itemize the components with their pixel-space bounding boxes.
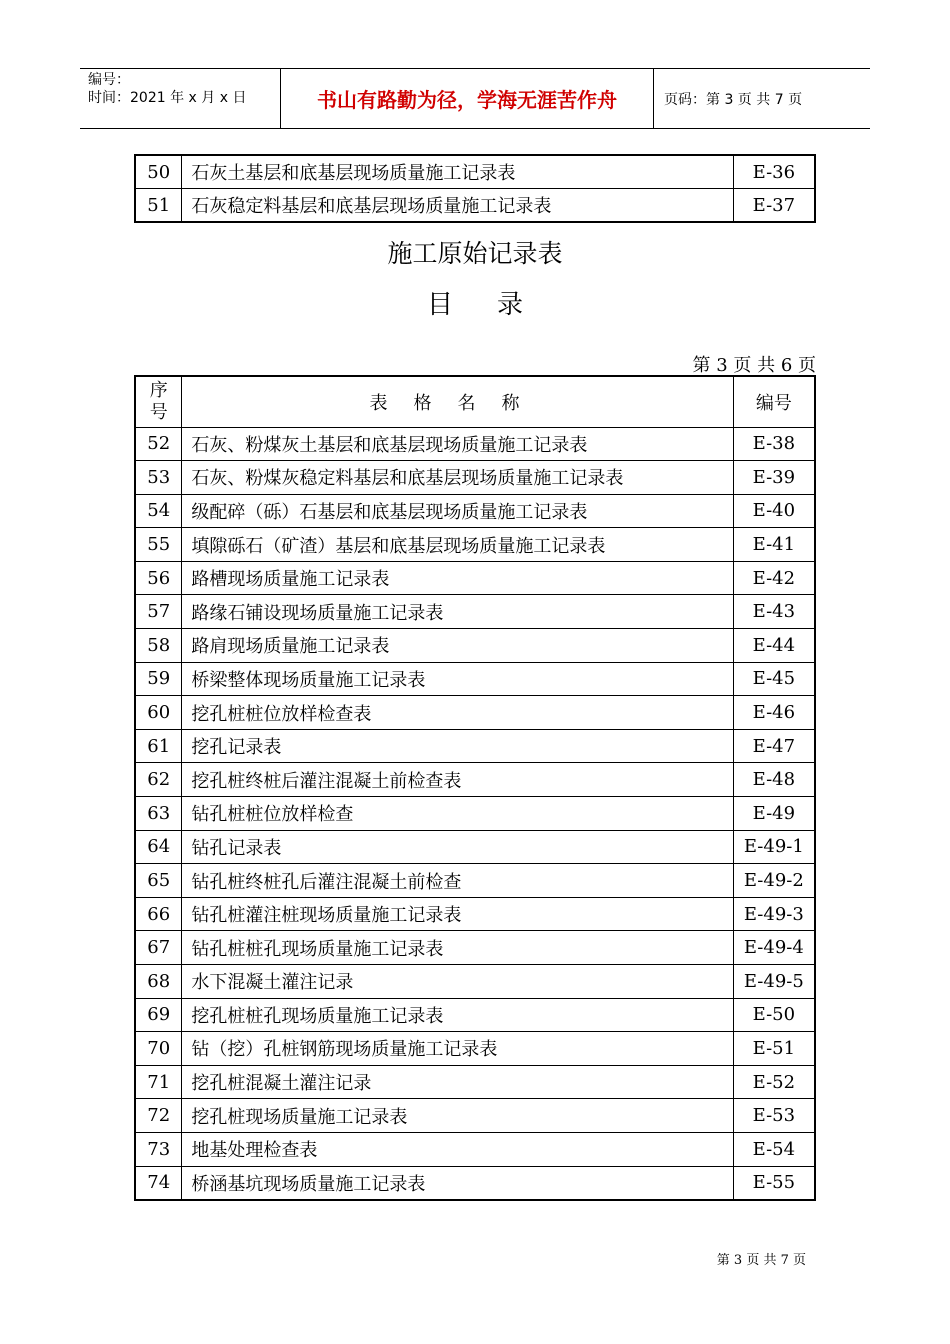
table-row bbox=[135, 155, 815, 189]
row-number: 58 bbox=[135, 629, 182, 663]
row-name: 路槽现场质量施工记录表 bbox=[182, 561, 733, 595]
row-code: E-44 bbox=[733, 629, 815, 663]
row-name: 挖孔桩桩孔现场质量施工记录表 bbox=[182, 998, 733, 1032]
row-name: 钻（挖）孔桩钢筋现场质量施工记录表 bbox=[182, 1032, 733, 1066]
row-number: 69 bbox=[135, 998, 182, 1032]
row-number: 68 bbox=[135, 965, 182, 999]
row-code: E-41 bbox=[733, 528, 815, 562]
row-code: E-49-2 bbox=[733, 864, 815, 898]
table-row bbox=[135, 427, 815, 461]
table-row bbox=[135, 931, 815, 965]
row-number: 56 bbox=[135, 561, 182, 595]
row-name: 钻孔桩桩位放样检查 bbox=[182, 797, 733, 831]
top-toc-table bbox=[134, 154, 816, 223]
row-number: 70 bbox=[135, 1032, 182, 1066]
table-row bbox=[135, 729, 815, 763]
row-code: E-45 bbox=[733, 662, 815, 696]
row-number: 66 bbox=[135, 897, 182, 931]
table-row bbox=[135, 1132, 815, 1166]
row-number: 67 bbox=[135, 931, 182, 965]
row-code: E-48 bbox=[733, 763, 815, 797]
header-number-label: 编号： bbox=[88, 72, 130, 88]
table-row bbox=[135, 965, 815, 999]
table-row bbox=[135, 561, 815, 595]
row-name: 石灰、粉煤灰稳定料基层和底基层现场质量施工记录表 bbox=[182, 461, 733, 495]
row-code: E-49-4 bbox=[733, 931, 815, 965]
row-name: 路肩现场质量施工记录表 bbox=[182, 629, 733, 663]
row-number: 71 bbox=[135, 1065, 182, 1099]
table-row bbox=[135, 864, 815, 898]
header-meta bbox=[80, 69, 281, 128]
row-number: 51 bbox=[135, 189, 182, 223]
row-code: E-38 bbox=[733, 427, 815, 461]
row-code: E-49-1 bbox=[733, 830, 815, 864]
table-row bbox=[135, 1166, 815, 1200]
row-name: 挖孔桩桩位放样检查表 bbox=[182, 696, 733, 730]
row-number: 59 bbox=[135, 662, 182, 696]
row-name: 钻孔桩灌注桩现场质量施工记录表 bbox=[182, 897, 733, 931]
row-code: E-49 bbox=[733, 797, 815, 831]
row-number: 60 bbox=[135, 696, 182, 730]
header-name: 表格名称 bbox=[182, 376, 733, 427]
table-row bbox=[135, 595, 815, 629]
table-row bbox=[135, 528, 815, 562]
row-number: 54 bbox=[135, 494, 182, 528]
row-name: 级配碎（砾）石基层和底基层现场质量施工记录表 bbox=[182, 494, 733, 528]
header-code: 编号 bbox=[733, 376, 815, 427]
document-subtitle: 目录 bbox=[426, 290, 567, 320]
table-page-indicator: 第 3 页 共 6 页 bbox=[692, 355, 816, 376]
row-name: 挖孔桩终桩后灌注混凝土前检查表 bbox=[182, 763, 733, 797]
table-row bbox=[135, 1032, 815, 1066]
row-number: 65 bbox=[135, 864, 182, 898]
row-code: E-39 bbox=[733, 461, 815, 495]
header-motto: 书山有路勤为径，学海无涯苦作舟 bbox=[281, 69, 654, 128]
row-name: 填隙砾石（矿渣）基层和底基层现场质量施工记录表 bbox=[182, 528, 733, 562]
row-name: 钻孔桩桩孔现场质量施工记录表 bbox=[182, 931, 733, 965]
row-number: 64 bbox=[135, 830, 182, 864]
row-code: E-49-3 bbox=[733, 897, 815, 931]
page-header bbox=[80, 68, 870, 129]
table-row bbox=[135, 461, 815, 495]
table-row bbox=[135, 662, 815, 696]
table-row bbox=[135, 897, 815, 931]
row-code: E-49-5 bbox=[733, 965, 815, 999]
row-number: 72 bbox=[135, 1099, 182, 1133]
row-number: 55 bbox=[135, 528, 182, 562]
table-row bbox=[135, 763, 815, 797]
table-row bbox=[135, 696, 815, 730]
row-code: E-46 bbox=[733, 696, 815, 730]
document-title: 施工原始记录表 bbox=[387, 239, 563, 268]
row-name: 桥涵基坑现场质量施工记录表 bbox=[182, 1166, 733, 1200]
row-name: 路缘石铺设现场质量施工记录表 bbox=[182, 595, 733, 629]
row-number: 57 bbox=[135, 595, 182, 629]
row-name: 石灰稳定料基层和底基层现场质量施工记录表 bbox=[182, 189, 733, 223]
table-row bbox=[135, 1065, 815, 1099]
row-number: 52 bbox=[135, 427, 182, 461]
row-code: E-37 bbox=[733, 189, 815, 223]
row-name: 挖孔记录表 bbox=[182, 729, 733, 763]
table-row bbox=[135, 830, 815, 864]
row-code: E-42 bbox=[733, 561, 815, 595]
page-footer: 第 3 页 共 7 页 bbox=[716, 1253, 806, 1268]
row-code: E-54 bbox=[733, 1132, 815, 1166]
row-code: E-36 bbox=[733, 155, 815, 189]
row-name: 石灰土基层和底基层现场质量施工记录表 bbox=[182, 155, 733, 189]
header-time-label: 时间：2021 年 x 月 x 日 bbox=[88, 90, 247, 106]
row-number: 74 bbox=[135, 1166, 182, 1200]
row-number: 73 bbox=[135, 1132, 182, 1166]
row-number: 62 bbox=[135, 763, 182, 797]
header-no: 序 号 bbox=[135, 376, 182, 427]
row-code: E-40 bbox=[733, 494, 815, 528]
row-code: E-43 bbox=[733, 595, 815, 629]
row-number: 61 bbox=[135, 729, 182, 763]
row-name: 地基处理检查表 bbox=[182, 1132, 733, 1166]
row-code: E-51 bbox=[733, 1032, 815, 1066]
table-row bbox=[135, 797, 815, 831]
row-name: 钻孔桩终桩孔后灌注混凝土前检查 bbox=[182, 864, 733, 898]
table-row bbox=[135, 1099, 815, 1133]
row-code: E-50 bbox=[733, 998, 815, 1032]
row-number: 63 bbox=[135, 797, 182, 831]
row-name: 石灰、粉煤灰土基层和底基层现场质量施工记录表 bbox=[182, 427, 733, 461]
row-code: E-55 bbox=[733, 1166, 815, 1200]
row-number: 50 bbox=[135, 155, 182, 189]
row-name: 钻孔记录表 bbox=[182, 830, 733, 864]
row-number: 53 bbox=[135, 461, 182, 495]
row-code: E-53 bbox=[733, 1099, 815, 1133]
row-name: 挖孔桩现场质量施工记录表 bbox=[182, 1099, 733, 1133]
table-row bbox=[135, 998, 815, 1032]
row-name: 挖孔桩混凝土灌注记录 bbox=[182, 1065, 733, 1099]
table-row bbox=[135, 629, 815, 663]
row-code: E-52 bbox=[733, 1065, 815, 1099]
table-row bbox=[135, 189, 815, 223]
row-code: E-47 bbox=[733, 729, 815, 763]
table-row bbox=[135, 494, 815, 528]
row-name: 水下混凝土灌注记录 bbox=[182, 965, 733, 999]
header-page-label: 页码：第 3 页 共 7 页 bbox=[664, 91, 803, 108]
table-header-row bbox=[135, 376, 815, 427]
main-toc-table bbox=[134, 375, 816, 1201]
row-name: 桥梁整体现场质量施工记录表 bbox=[182, 662, 733, 696]
